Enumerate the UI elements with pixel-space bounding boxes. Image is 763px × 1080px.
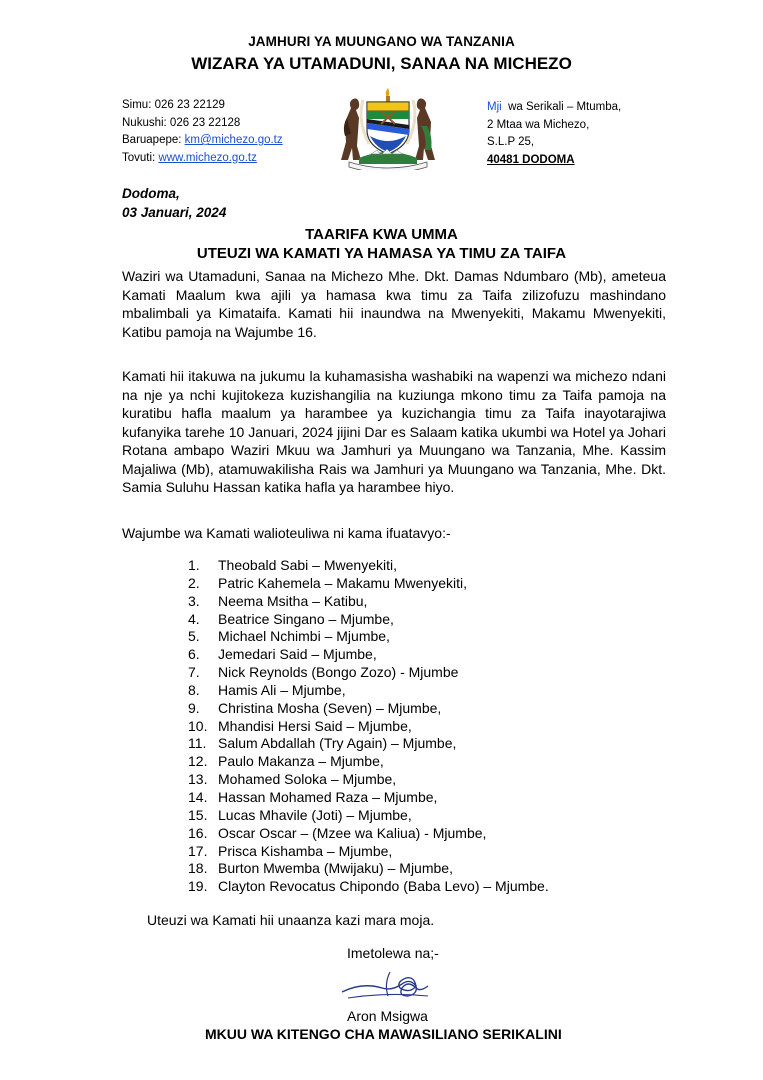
member-name: Paulo Makanza – Mjumbe,: [218, 753, 384, 770]
member-number: 18.: [188, 860, 208, 877]
date: 03 Januari, 2024: [122, 204, 227, 220]
member-name: Burton Mwemba (Mwijaku) – Mjumbe,: [218, 860, 453, 877]
member-item: [188, 611, 549, 629]
member-item: [188, 718, 549, 736]
member-item: [188, 682, 549, 700]
place: Dodoma,: [122, 186, 180, 201]
member-item: [188, 807, 549, 825]
address-line-1-rest: wa Serikali – Mtumba,: [501, 101, 622, 113]
member-item: [188, 843, 549, 861]
header-country: JAMHURI YA MUUNGANO WA TANZANIA: [248, 34, 515, 49]
member-number: 4.: [188, 610, 200, 627]
member-item: [188, 646, 549, 664]
signature: [340, 966, 440, 1008]
member-item: [188, 700, 549, 718]
member-number: 11.: [188, 735, 207, 752]
closing-statement: Uteuzi wa Kamati hii unaanza kazi mara moja.: [147, 912, 435, 928]
member-number: 2.: [188, 574, 200, 591]
member-name: Mohamed Soloka – Mjumbe,: [218, 771, 397, 788]
address-postcode: 40481 DODOMA: [487, 153, 575, 166]
address-city-link[interactable]: Mji: [487, 101, 502, 113]
member-name: Nick Reynolds (Bongo Zozo) - Mjumbe: [218, 664, 459, 681]
member-number: 10.: [188, 717, 208, 734]
member-name: Beatrice Singano – Mjumbe,: [218, 610, 394, 627]
member-number: 16.: [188, 824, 208, 841]
member-item: [188, 735, 549, 753]
contact-email-row: [122, 132, 283, 150]
member-number: 6.: [188, 646, 200, 663]
member-item: [188, 771, 549, 789]
contact-email-link[interactable]: km@michezo.go.tz: [184, 134, 283, 146]
contact-phone: Simu: 026 23 22129: [122, 99, 225, 111]
member-name: Hamis Ali – Mjumbe,: [218, 681, 346, 698]
document-subtitle: UTEUZI WA KAMATI YA HAMASA YA TIMU ZA TAIFA: [196, 245, 567, 262]
member-item: [188, 575, 549, 593]
member-number: 12.: [188, 753, 208, 770]
member-name: Michael Nchimbi – Mjumbe,: [218, 628, 390, 645]
contact-email-label: Baruapepe:: [122, 134, 185, 146]
members-intro: Wajumbe wa Kamati walioteuliwa ni kama ifuatavyo:-: [122, 525, 451, 541]
member-name: Prisca Kishamba – Mjumbe,: [218, 842, 393, 859]
member-item: [188, 753, 549, 771]
member-number: 7.: [188, 664, 200, 681]
document-title: TAARIFA KWA UMMA: [305, 226, 458, 243]
contact-web-row: [122, 150, 283, 168]
member-number: 3.: [188, 592, 200, 609]
signatory-title: MKUU WA KITENGO CHA MAWASILIANO SERIKALINI: [205, 1026, 562, 1042]
member-name: Oscar Oscar – (Mzee wa Kaliua) - Mjumbe,: [218, 824, 487, 841]
contacts-left: [122, 97, 283, 167]
member-name: Hassan Mohamed Raza – Mjumbe,: [218, 788, 438, 805]
member-item: [188, 825, 549, 843]
member-name: Jemedari Said – Mjumbe,: [218, 646, 377, 663]
member-item: [188, 789, 549, 807]
member-name: Mhandisi Hersi Said – Mjumbe,: [218, 717, 412, 734]
members-list: [188, 557, 549, 896]
member-number: 19.: [188, 878, 208, 895]
coat-of-arms-emblem: [337, 88, 439, 170]
signatory-name: Aron Msigwa: [347, 1008, 428, 1024]
issued-by: Imetolewa na;-: [347, 945, 439, 961]
address-line-3: S.L.P 25,: [487, 136, 535, 148]
member-number: 13.: [188, 771, 208, 788]
member-number: 5.: [188, 628, 200, 645]
member-number: 8.: [188, 681, 200, 698]
contacts-right: [487, 99, 621, 169]
place-date: [122, 185, 226, 222]
member-name: Neema Msitha – Katibu,: [218, 592, 368, 609]
member-name: Salum Abdallah (Try Again) – Mjumbe,: [218, 735, 457, 752]
member-number: 9.: [188, 699, 200, 716]
paragraph-responsibility: Kamati hii itakuwa na jukumu la kuhamasisha washabiki na wapenzi wa michezo ndani na nje ya nchi kujitokeza kuzishangilia na kuziunga mkono timu za Taifa pamoja na kuratibu hafla maalum ya harambee ya kuzichangia timu za Taifa inayotarajiwa kufanyika tarehe 10 Januari, 2024 jijini Dar es Salaam katika ukumbi wa Hotel ya Johari Rotana ambapo Waziri Mkuu wa Jamhuri ya Muungano wa Tanzania, Mhe. Kassim Majaliwa (Mb), atamuwakilisha Rais wa Jamhuri ya Muungano wa Tanzania, Mhe. Dkt. Samia Suluhu Hassan katika hafla ya harambee hiyo.: [122, 368, 666, 495]
member-item: [188, 860, 549, 878]
member-name: Theobald Sabi – Mwenyekiti,: [218, 557, 397, 573]
member-name: Patric Kahemela – Makamu Mwenyekiti,: [218, 574, 467, 591]
address-line-2: 2 Mtaa wa Michezo,: [487, 118, 590, 131]
member-number: 14.: [188, 788, 208, 805]
member-number: 17.: [188, 842, 208, 859]
member-item: [188, 557, 549, 575]
contact-fax: Nukushi: 026 23 22128: [122, 116, 241, 129]
member-name: Christina Mosha (Seven) – Mjumbe,: [218, 699, 442, 716]
paragraph-intro: Waziri wa Utamaduni, Sanaa na Michezo Mhe. Dkt. Damas Ndumbaro (Mb), ameteua Kamati Maalum kwa ajili ya hamasa kwa timu za Taifa zilizofuzu mashindano mbalimbali ya Kimataifa. Kamati hii inaundwa na Mwenyekiti, Makamu Mwenyekiti, Katibu pamoja na Wajumbe 16.: [122, 268, 666, 340]
member-item: [188, 628, 549, 646]
member-number: 15.: [188, 806, 208, 823]
contact-web-link[interactable]: www.michezo.go.tz: [158, 151, 257, 164]
address-line-1: [487, 99, 621, 117]
member-name: Lucas Mhavile (Joti) – Mjumbe,: [218, 806, 412, 823]
member-item: [188, 878, 549, 896]
member-item: [188, 593, 549, 611]
member-name: Clayton Revocatus Chipondo (Baba Levo) – Mjumbe.: [218, 878, 549, 895]
member-item: [188, 664, 549, 682]
contact-web-label: Tovuti:: [122, 151, 159, 164]
header-ministry: WIZARA YA UTAMADUNI, SANAA NA MICHEZO: [191, 54, 572, 73]
member-number: 1.: [188, 557, 200, 573]
